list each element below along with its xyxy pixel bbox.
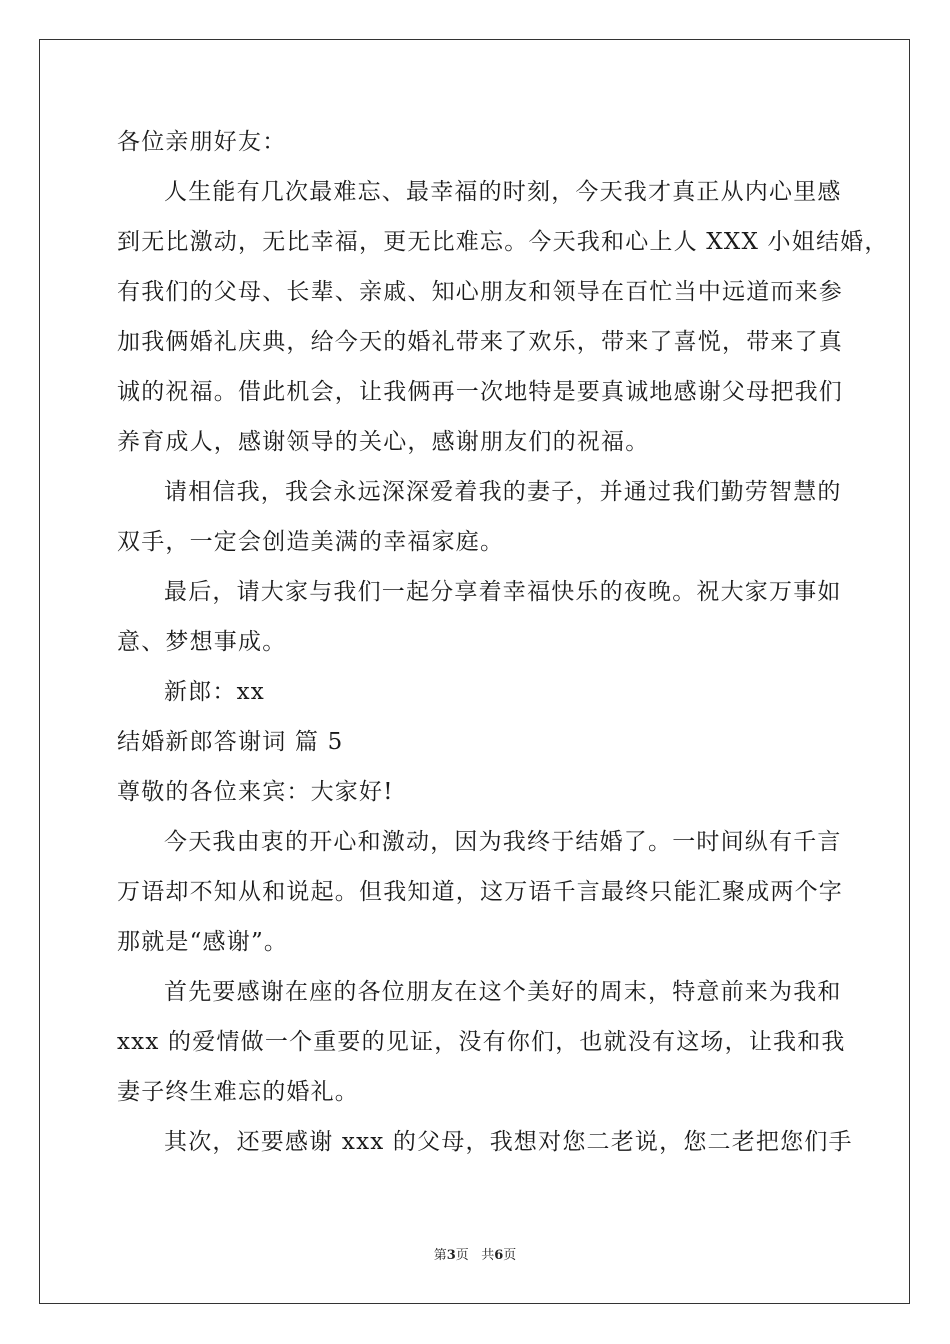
- total-suffix: 页: [503, 1248, 517, 1263]
- total-prefix: 共: [481, 1248, 495, 1263]
- paragraph-line: 妻子终生难忘的婚礼。: [117, 1079, 359, 1105]
- salutation: 各位亲朋好友：: [117, 129, 287, 155]
- paragraph-line: 那就是“感谢”。: [117, 929, 289, 955]
- page-footer: [0, 1247, 950, 1265]
- paragraph-line: 诚的祝福。借此机会，让我俩再一次地特是要真诚地感谢父母把我们: [117, 379, 843, 405]
- salutation: 尊敬的各位来宾：大家好!: [117, 779, 394, 805]
- paragraph-line: 其次，还要感谢 xxx 的父母，我想对您二老说，您二老把您们手: [164, 1129, 853, 1155]
- page-prefix: 第: [433, 1248, 447, 1263]
- paragraph-line: 有我们的父母、长辈、亲戚、知心朋友和领导在百忙当中远道而来参: [117, 279, 843, 305]
- paragraph-line: 万语却不知从和说起。但我知道，这万语千言最终只能汇聚成两个字: [117, 879, 843, 905]
- signature-line: 新郎：xx: [164, 679, 265, 705]
- paragraph-line: 今天我由衷的开心和激动，因为我终于结婚了。一时间纵有千言: [164, 829, 842, 855]
- section-heading: 结婚新郎答谢词 篇 5: [117, 729, 344, 755]
- page-suffix: 页: [455, 1248, 469, 1263]
- document-body: [117, 126, 889, 1158]
- paragraph-line: 请相信我，我会永远深深爱着我的妻子，并通过我们勤劳智慧的: [164, 479, 842, 505]
- paragraph-line: 意、梦想事成。: [117, 629, 287, 655]
- paragraph-line: 双手，一定会创造美满的幸福家庭。: [117, 529, 505, 555]
- paragraph-line: 到无比激动，无比幸福，更无比难忘。今天我和心上人 XXX 小姐结婚，: [117, 229, 889, 255]
- paragraph-line: 加我俩婚礼庆典，给今天的婚礼带来了欢乐，带来了喜悦，带来了真: [117, 329, 843, 355]
- paragraph-line: xxx 的爱情做一个重要的见证，没有你们，也就没有这场，让我和我: [117, 1029, 846, 1055]
- paragraph-line: 首先要感谢在座的各位朋友在这个美好的周末，特意前来为我和: [164, 979, 842, 1005]
- paragraph-line: 养育成人，感谢领导的关心，感谢朋友们的祝福。: [117, 429, 650, 455]
- page-number: 3: [446, 1248, 456, 1263]
- paragraph-line: 人生能有几次最难忘、最幸福的时刻，今天我才真正从内心里感: [164, 179, 842, 205]
- paragraph-line: 最后，请大家与我们一起分享着幸福快乐的夜晚。祝大家万事如: [164, 579, 842, 605]
- page-total: 6: [494, 1248, 504, 1263]
